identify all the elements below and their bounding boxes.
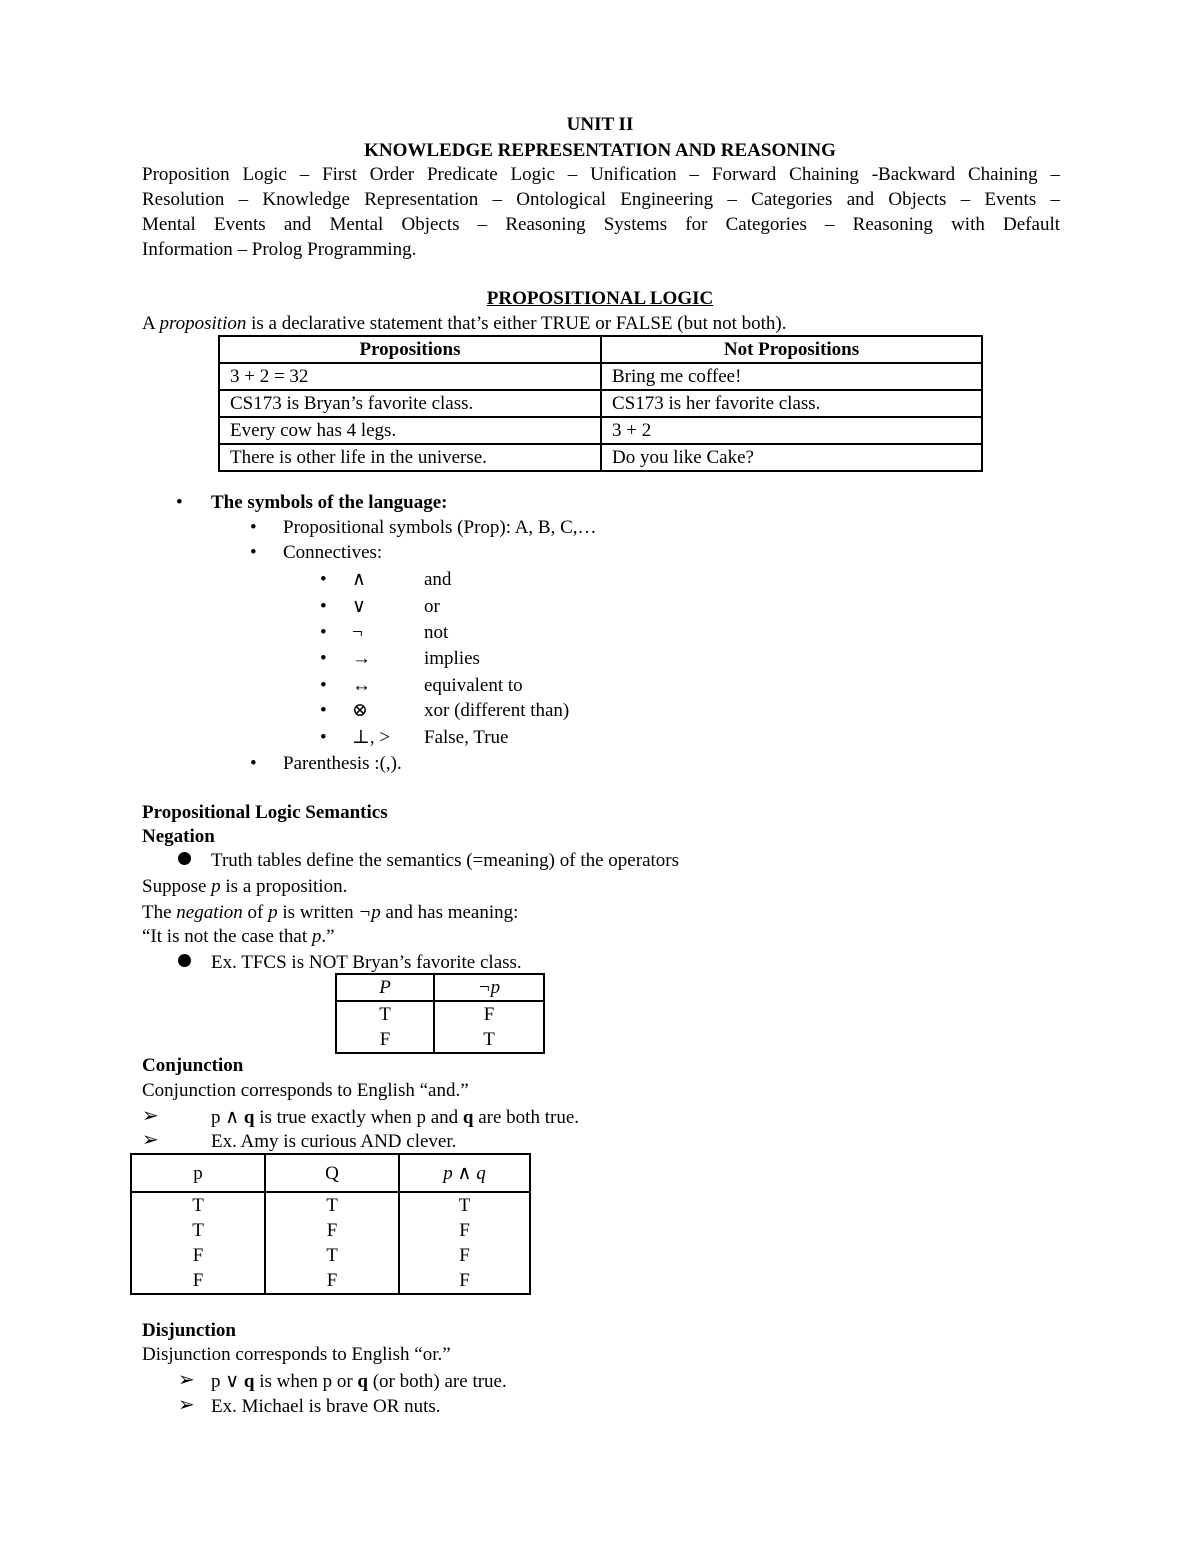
bullet-icon: • bbox=[250, 542, 257, 563]
expression: ¬p bbox=[358, 902, 381, 923]
text: is true exactly when p and bbox=[254, 1107, 463, 1128]
arrow-bullet-icon: ➢ bbox=[142, 1105, 159, 1127]
truth-tables-note: Truth tables define the semantics (=meaning) of the operators bbox=[211, 850, 679, 871]
column-header: p bbox=[131, 1154, 265, 1192]
table-row bbox=[131, 1192, 530, 1218]
parenthesis-item: Parenthesis :(,). bbox=[283, 753, 402, 774]
bullet-icon: • bbox=[320, 727, 327, 748]
table-cell: T bbox=[336, 1001, 434, 1027]
table-cell: There is other life in the universe. bbox=[219, 444, 601, 471]
variable: p bbox=[211, 876, 221, 897]
text: Suppose bbox=[142, 876, 212, 897]
table-cell: Every cow has 4 legs. bbox=[219, 417, 601, 444]
variable: q bbox=[243, 1371, 255, 1392]
text: “It is not the case that bbox=[142, 926, 312, 947]
negation-definition bbox=[142, 900, 518, 925]
column-header: P bbox=[336, 974, 434, 1001]
table-cell: T bbox=[399, 1192, 530, 1218]
bullet-icon: • bbox=[176, 492, 183, 513]
disjunction-heading: Disjunction bbox=[142, 1320, 236, 1341]
table-cell: T bbox=[131, 1192, 265, 1218]
bullet-icon: • bbox=[320, 596, 327, 617]
table-cell: F bbox=[399, 1218, 530, 1243]
term: negation bbox=[176, 902, 243, 923]
bullet-icon: • bbox=[320, 648, 327, 669]
variable: p bbox=[268, 902, 278, 923]
text: and has meaning: bbox=[380, 902, 519, 923]
syllabus-line: Mental Events and Mental Objects – Reasoning Systems for Categories – Reasoning with Default bbox=[142, 214, 1060, 235]
connective-meaning: not bbox=[424, 622, 449, 643]
text: p ∨ bbox=[211, 1371, 244, 1392]
negation-quote bbox=[142, 924, 335, 949]
semantics-heading: Propositional Logic Semantics bbox=[142, 802, 388, 823]
definition-text: is a declarative statement that’s either TRUE or FALSE (but not both). bbox=[246, 313, 787, 334]
syllabus-line: Information – Prolog Programming. bbox=[142, 239, 417, 260]
definition-text: A bbox=[142, 313, 160, 334]
table-row bbox=[219, 363, 982, 390]
table-row bbox=[219, 444, 982, 471]
table-row bbox=[131, 1218, 530, 1243]
conjunction-truth-table bbox=[130, 1153, 531, 1295]
table-header-row bbox=[219, 336, 982, 363]
connectives-label: Connectives: bbox=[283, 542, 383, 563]
connective-symbol: ⊥, > bbox=[352, 727, 391, 748]
conjunction-description: Conjunction corresponds to English “and.” bbox=[142, 1080, 469, 1101]
table-cell: CS173 is her favorite class. bbox=[601, 390, 982, 417]
variable: q bbox=[462, 1107, 474, 1128]
connective-symbol: ∨ bbox=[352, 596, 366, 617]
negation-example: Ex. TFCS is NOT Bryan’s favorite class. bbox=[211, 952, 522, 973]
column-header: Not Propositions bbox=[601, 336, 982, 363]
table-cell: Bring me coffee! bbox=[601, 363, 982, 390]
table-cell: F bbox=[399, 1268, 530, 1294]
table-cell: F bbox=[399, 1243, 530, 1268]
column-header: Q bbox=[265, 1154, 399, 1192]
section-heading-propositional-logic: PROPOSITIONAL LOGIC bbox=[486, 288, 714, 309]
prop-symbols-item: Propositional symbols (Prop): A, B, C,… bbox=[283, 517, 597, 538]
table-cell: T bbox=[265, 1192, 399, 1218]
disjunction-description: Disjunction corresponds to English “or.” bbox=[142, 1344, 451, 1365]
text: .” bbox=[321, 926, 335, 947]
symbols-heading: The symbols of the language: bbox=[211, 492, 448, 513]
table-cell: Do you like Cake? bbox=[601, 444, 982, 471]
table-row bbox=[336, 1027, 544, 1053]
bullet-icon: • bbox=[250, 753, 257, 774]
propositions-table bbox=[218, 335, 983, 472]
connective-symbol: ⊗ bbox=[352, 700, 368, 721]
table-cell: T bbox=[131, 1218, 265, 1243]
filled-circle-bullet-icon bbox=[178, 954, 191, 967]
arrow-bullet-icon: ➢ bbox=[178, 1369, 195, 1391]
table-cell: 3 + 2 bbox=[601, 417, 982, 444]
text: (or both) are true. bbox=[367, 1371, 507, 1392]
conjunction-rule bbox=[211, 1105, 579, 1130]
filled-circle-bullet-icon bbox=[178, 852, 191, 865]
connective-symbol: ¬ bbox=[352, 622, 363, 643]
negation-heading: Negation bbox=[142, 826, 215, 847]
table-cell: F bbox=[131, 1268, 265, 1294]
column-header: ¬p bbox=[434, 974, 544, 1001]
table-header-row bbox=[131, 1154, 530, 1192]
disjunction-rule bbox=[211, 1369, 507, 1394]
suppose-line bbox=[142, 874, 347, 899]
text: is a proposition. bbox=[220, 876, 348, 897]
connective-symbol: ∧ bbox=[352, 569, 366, 590]
table-cell: F bbox=[336, 1027, 434, 1053]
conjunction-example: Ex. Amy is curious AND clever. bbox=[211, 1131, 457, 1152]
table-row bbox=[336, 1001, 544, 1027]
table-row bbox=[219, 390, 982, 417]
connective-meaning: equivalent to bbox=[424, 675, 523, 696]
text: The bbox=[142, 902, 177, 923]
table-header-row bbox=[336, 974, 544, 1001]
variable: q bbox=[243, 1107, 255, 1128]
text: p ∧ bbox=[211, 1107, 244, 1128]
syllabus-paragraph bbox=[142, 162, 1060, 262]
table-row bbox=[131, 1243, 530, 1268]
table-cell: F bbox=[131, 1243, 265, 1268]
table-cell: 3 + 2 = 32 bbox=[219, 363, 601, 390]
syllabus-line: Proposition Logic – First Order Predicate Logic – Unification – Forward Chaining -Backward Chaining – bbox=[142, 164, 1060, 185]
page-title: KNOWLEDGE REPRESENTATION AND REASONING bbox=[364, 140, 836, 161]
connective-meaning: implies bbox=[424, 648, 480, 669]
connective-meaning: xor (different than) bbox=[424, 700, 570, 721]
table-cell: F bbox=[265, 1268, 399, 1294]
bullet-icon: • bbox=[250, 517, 257, 538]
table-cell: T bbox=[265, 1243, 399, 1268]
bullet-icon: • bbox=[320, 622, 327, 643]
connective-meaning: and bbox=[424, 569, 452, 590]
definition-term: proposition bbox=[159, 313, 247, 334]
arrow-bullet-icon: ➢ bbox=[178, 1394, 195, 1416]
conjunction-heading: Conjunction bbox=[142, 1055, 244, 1076]
connective-symbol: ↔ bbox=[352, 675, 371, 696]
bullet-icon: • bbox=[320, 675, 327, 696]
variable: q bbox=[357, 1371, 368, 1392]
arrow-bullet-icon: ➢ bbox=[142, 1129, 159, 1151]
negation-truth-table bbox=[335, 973, 545, 1054]
table-cell: CS173 is Bryan’s favorite class. bbox=[219, 390, 601, 417]
column-header: Propositions bbox=[219, 336, 601, 363]
connective-meaning: or bbox=[424, 596, 440, 617]
variable: p bbox=[311, 926, 322, 947]
text: of bbox=[242, 902, 269, 923]
column-header: p ∧ q bbox=[399, 1154, 530, 1192]
table-row bbox=[131, 1268, 530, 1294]
connective-symbol: → bbox=[352, 648, 371, 669]
proposition-definition bbox=[142, 311, 787, 336]
text: is written bbox=[277, 902, 359, 923]
bullet-icon: • bbox=[320, 700, 327, 721]
table-cell: F bbox=[265, 1218, 399, 1243]
table-cell: T bbox=[434, 1027, 544, 1053]
syllabus-line: Resolution – Knowledge Representation – Ontological Engineering – Categories and Objects – Events – bbox=[142, 189, 1060, 210]
unit-label: UNIT II bbox=[566, 114, 634, 135]
bullet-icon: • bbox=[320, 569, 327, 590]
text: is when p or bbox=[254, 1371, 358, 1392]
table-cell: F bbox=[434, 1001, 544, 1027]
connective-meaning: False, True bbox=[424, 727, 509, 748]
disjunction-example: Ex. Michael is brave OR nuts. bbox=[211, 1396, 441, 1417]
text: are both true. bbox=[473, 1107, 579, 1128]
table-row bbox=[219, 417, 982, 444]
